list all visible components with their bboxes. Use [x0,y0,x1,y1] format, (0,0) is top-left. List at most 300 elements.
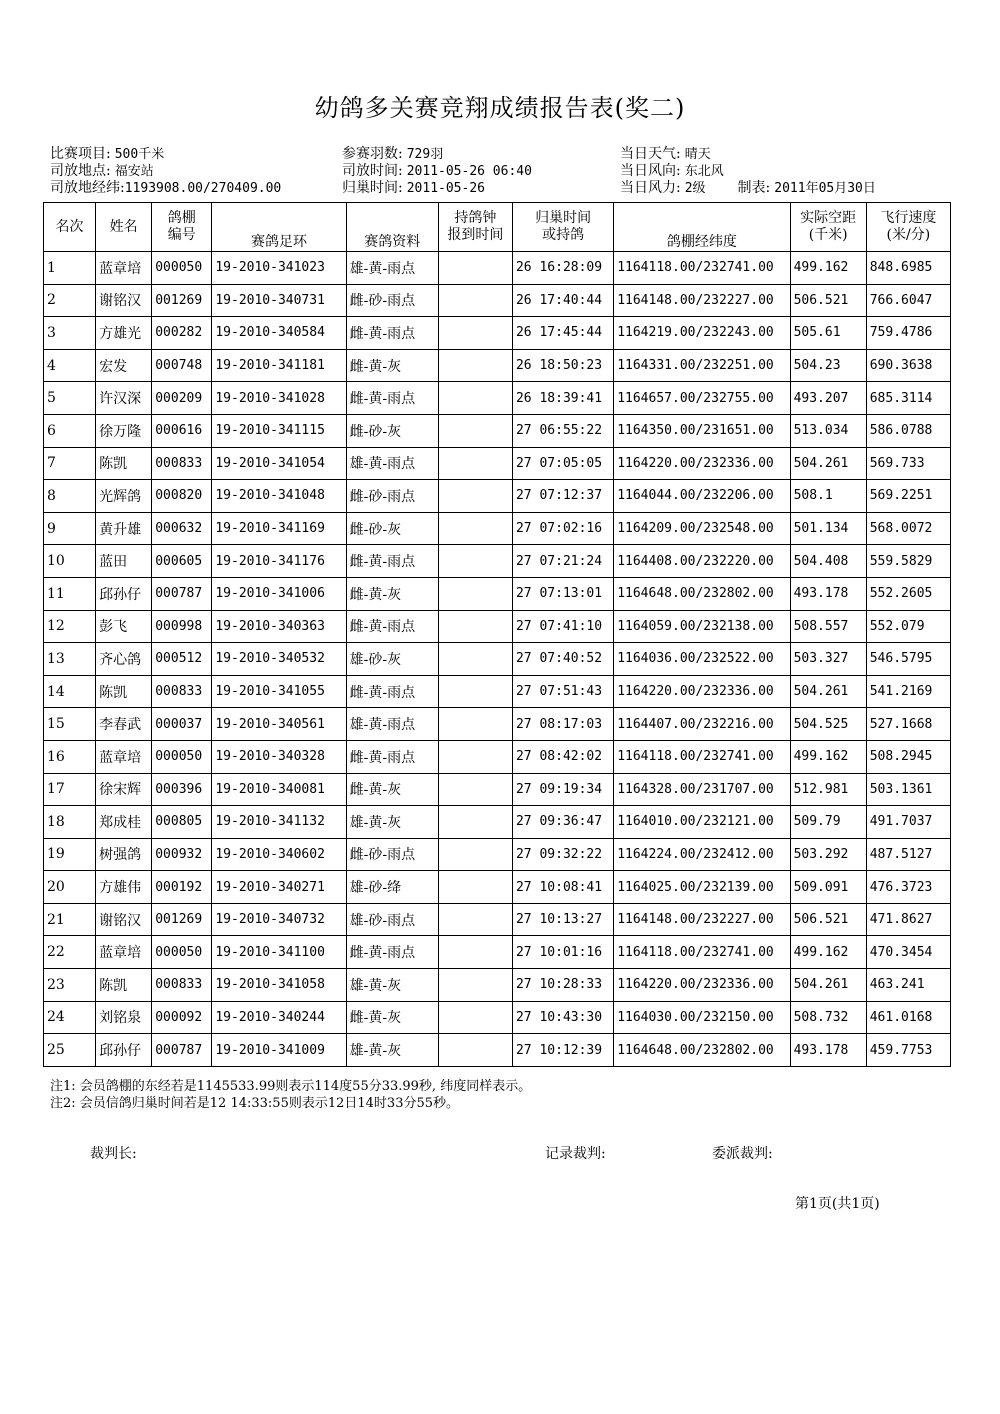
cell-clock-report-time [438,414,512,447]
cell-clock-report-time [438,643,512,676]
cell-ring-number: 19-2010-340271 [212,871,346,904]
cell-distance: 509.091 [790,871,866,904]
cell-pigeon-info: 雌-黄-雨点 [346,675,438,708]
cell-name: 徐万隆 [96,414,152,447]
cell-ring-number: 19-2010-340561 [212,708,346,741]
cell-rank: 22 [44,936,96,969]
cell-clock-report-time [438,806,512,839]
cell-rank: 24 [44,1001,96,1034]
cell-speed: 690.3638 [866,349,950,382]
cell-loft-coordinates: 1164118.00/232741.00 [614,936,790,969]
cell-clock-report-time [438,871,512,904]
header-line: 或持鸽 [542,227,585,243]
cell-loft-coordinates: 1164118.00/232741.00 [614,252,790,285]
cell-clock-report-time [438,447,512,480]
page-number: 第1页(共1页) [795,1196,880,1212]
cell-rank: 12 [44,610,96,643]
info-label: 当日风向: [620,163,681,179]
info-value: 1193908.00/270409.00 [124,181,282,196]
cell-distance: 504.23 [790,349,866,382]
cell-pigeon-info: 雄-黄-雨点 [346,447,438,480]
cell-loft-coordinates: 1164148.00/232227.00 [614,284,790,317]
table-row [44,610,951,643]
cell-pigeon-info: 雌-黄-雨点 [346,382,438,415]
report-title: 幼鸽多关赛竞翔成绩报告表(奖二) [314,94,686,122]
header-ring-number [212,203,346,252]
cell-loft-coordinates: 1164407.00/232216.00 [614,708,790,741]
cell-ring-number: 19-2010-341115 [212,414,346,447]
cell-loft-id: 000932 [152,838,212,871]
cell-loft-id: 000050 [152,740,212,773]
cell-rank: 23 [44,969,96,1002]
cell-loft-id: 000282 [152,317,212,350]
cell-clock-report-time [438,317,512,350]
header-loft-id [152,203,212,252]
table-row [44,512,951,545]
cell-loft-id: 000833 [152,675,212,708]
cell-clock-report-time [438,349,512,382]
header-distance [790,203,866,252]
cell-pigeon-info: 雌-黄-雨点 [346,740,438,773]
info-value: 晴天 [684,147,711,162]
header-line: 鸽棚经纬度 [666,234,737,250]
cell-name: 蓝章培 [96,252,152,285]
cell-arrival-time: 27 07:12:37 [512,480,613,513]
table-row [44,936,951,969]
cell-name: 徐宋辉 [96,773,152,806]
cell-pigeon-info: 雄-黄-雨点 [346,708,438,741]
cell-clock-report-time [438,577,512,610]
cell-loft-coordinates: 1164220.00/232336.00 [614,969,790,1002]
header-line: 姓名 [109,218,138,235]
cell-name: 黄升雄 [96,512,152,545]
cell-rank: 18 [44,806,96,839]
table-body [44,252,951,1067]
cell-pigeon-info: 雄-砂-灰 [346,643,438,676]
cell-loft-id: 000050 [152,252,212,285]
cell-arrival-time: 27 07:40:52 [512,643,613,676]
cell-clock-report-time [438,1034,512,1067]
table-row [44,675,951,708]
info-column-1 [50,146,281,197]
cell-rank: 25 [44,1034,96,1067]
cell-speed: 527.1668 [866,708,950,741]
cell-loft-coordinates: 1164657.00/232755.00 [614,382,790,415]
cell-name: 蓝章培 [96,740,152,773]
cell-speed: 848.6985 [866,252,950,285]
cell-distance: 493.178 [790,577,866,610]
cell-clock-report-time [438,1001,512,1034]
info-label: 司放地经纬: [50,180,125,196]
cell-pigeon-info: 雌-黄-雨点 [346,545,438,578]
cell-loft-coordinates: 1164328.00/231707.00 [614,773,790,806]
info-value: 2011-05-26 [406,181,485,196]
cell-distance: 503.292 [790,838,866,871]
cell-speed: 463.241 [866,969,950,1002]
cell-loft-coordinates: 1164118.00/232741.00 [614,740,790,773]
cell-distance: 512.981 [790,773,866,806]
cell-clock-report-time [438,740,512,773]
cell-speed: 569.2251 [866,480,950,513]
cell-distance: 499.162 [790,936,866,969]
cell-ring-number: 19-2010-341169 [212,512,346,545]
info-column-3 [620,146,876,197]
cell-distance: 508.557 [790,610,866,643]
info-value: 2级 [684,181,706,196]
table-row [44,1034,951,1067]
cell-rank: 4 [44,349,96,382]
cell-name: 齐心鸽 [96,643,152,676]
cell-pigeon-info: 雌-砂-雨点 [346,838,438,871]
table-row [44,447,951,480]
table-row [44,969,951,1002]
header-arrival-time [512,203,613,252]
cell-loft-coordinates: 1164331.00/232251.00 [614,349,790,382]
cell-ring-number: 19-2010-341006 [212,577,346,610]
cell-pigeon-info: 雄-黄-雨点 [346,252,438,285]
cell-loft-id: 000820 [152,480,212,513]
cell-rank: 17 [44,773,96,806]
info-label: 当日风力: [620,180,681,196]
cell-name: 刘铭泉 [96,1001,152,1034]
cell-speed: 546.5795 [866,643,950,676]
cell-ring-number: 19-2010-341058 [212,969,346,1002]
cell-arrival-time: 26 18:50:23 [512,349,613,382]
cell-ring-number: 19-2010-340244 [212,1001,346,1034]
cell-distance: 504.261 [790,969,866,1002]
cell-arrival-time: 27 07:13:01 [512,577,613,610]
cell-distance: 508.1 [790,480,866,513]
cell-distance: 493.178 [790,1034,866,1067]
cell-speed: 476.3723 [866,871,950,904]
cell-clock-report-time [438,545,512,578]
cell-arrival-time: 27 09:36:47 [512,806,613,839]
cell-pigeon-info: 雌-黄-灰 [346,1001,438,1034]
cell-distance: 501.134 [790,512,866,545]
header-clock-report-time [438,203,512,252]
cell-ring-number: 19-2010-340602 [212,838,346,871]
cell-speed: 491.7037 [866,806,950,839]
cell-loft-id: 000616 [152,414,212,447]
cell-speed: 461.0168 [866,1001,950,1034]
cell-rank: 10 [44,545,96,578]
table-row [44,577,951,610]
cell-loft-coordinates: 1164148.00/232227.00 [614,903,790,936]
cell-rank: 15 [44,708,96,741]
appointed-judge-label: 委派裁判: [712,1146,773,1162]
header-line: 赛鸽资料 [364,234,421,250]
cell-loft-id: 000605 [152,545,212,578]
header-line: (千米) [808,227,848,243]
cell-arrival-time: 27 08:42:02 [512,740,613,773]
cell-speed: 568.0072 [866,512,950,545]
cell-loft-id: 000805 [152,806,212,839]
cell-rank: 9 [44,512,96,545]
results-table [43,202,951,1067]
cell-name: 陈凯 [96,447,152,480]
cell-name: 方雄伟 [96,871,152,904]
cell-clock-report-time [438,252,512,285]
header-line: (米/分) [886,227,931,243]
cell-rank: 2 [44,284,96,317]
cell-pigeon-info: 雄-黄-灰 [346,806,438,839]
table-row [44,708,951,741]
table-row [44,284,951,317]
cell-name: 邱孙仔 [96,577,152,610]
header-line: 赛鸽足环 [250,234,307,250]
cell-speed: 470.3454 [866,936,950,969]
header-rank [44,203,96,252]
cell-ring-number: 19-2010-340363 [212,610,346,643]
cell-loft-coordinates: 1164010.00/232121.00 [614,806,790,839]
cell-loft-id: 000998 [152,610,212,643]
cell-pigeon-info: 雌-黄-灰 [346,349,438,382]
cell-loft-coordinates: 1164044.00/232206.00 [614,480,790,513]
cell-loft-coordinates: 1164030.00/232150.00 [614,1001,790,1034]
cell-clock-report-time [438,969,512,1002]
header-line: 实际空距 [800,210,857,226]
cell-rank: 1 [44,252,96,285]
cell-rank: 7 [44,447,96,480]
cell-ring-number: 19-2010-341009 [212,1034,346,1067]
cell-loft-id: 000050 [152,936,212,969]
cell-ring-number: 19-2010-340731 [212,284,346,317]
cell-rank: 6 [44,414,96,447]
cell-rank: 14 [44,675,96,708]
cell-distance: 499.162 [790,740,866,773]
cell-loft-id: 000396 [152,773,212,806]
cell-name: 李春武 [96,708,152,741]
cell-distance: 505.61 [790,317,866,350]
table-row [44,480,951,513]
info-row [620,163,876,180]
cell-loft-coordinates: 1164350.00/231651.00 [614,414,790,447]
cell-clock-report-time [438,284,512,317]
cell-pigeon-info: 雌-黄-灰 [346,773,438,806]
cell-name: 彭飞 [96,610,152,643]
cell-name: 谢铭汉 [96,284,152,317]
cell-name: 光辉鸽 [96,480,152,513]
cell-name: 邱孙仔 [96,1034,152,1067]
cell-speed: 559.5829 [866,545,950,578]
cell-pigeon-info: 雌-黄-灰 [346,577,438,610]
cell-name: 树强鸽 [96,838,152,871]
maker-date: 2011年05月30日 [774,181,876,196]
info-value: 2011-05-26 06:40 [406,164,532,179]
cell-pigeon-info: 雌-黄-雨点 [346,610,438,643]
table-row [44,252,951,285]
cell-pigeon-info: 雄-黄-灰 [346,969,438,1002]
cell-pigeon-info: 雌-砂-灰 [346,414,438,447]
cell-arrival-time: 26 16:28:09 [512,252,613,285]
info-row [342,180,532,197]
table-row [44,382,951,415]
cell-speed: 508.2945 [866,740,950,773]
cell-name: 蓝章培 [96,936,152,969]
chief-judge-label: 裁判长: [90,1146,137,1162]
info-column-2 [342,146,532,197]
cell-pigeon-info: 雌-砂-雨点 [346,480,438,513]
cell-loft-coordinates: 1164408.00/232220.00 [614,545,790,578]
table-row [44,545,951,578]
info-row [620,146,876,163]
cell-loft-coordinates: 1164036.00/232522.00 [614,643,790,676]
cell-distance: 504.261 [790,447,866,480]
cell-distance: 513.034 [790,414,866,447]
cell-pigeon-info: 雌-砂-灰 [346,512,438,545]
cell-loft-id: 000192 [152,871,212,904]
cell-ring-number: 19-2010-341181 [212,349,346,382]
table-row [44,871,951,904]
cell-loft-id: 000833 [152,969,212,1002]
cell-arrival-time: 27 06:55:22 [512,414,613,447]
cell-rank: 20 [44,871,96,904]
info-row [342,146,532,163]
table-row [44,838,951,871]
cell-speed: 759.4786 [866,317,950,350]
notes [50,1078,531,1112]
table-header-row [44,203,951,252]
cell-loft-id: 000037 [152,708,212,741]
info-label: 司放时间: [342,163,403,179]
cell-arrival-time: 27 07:21:24 [512,545,613,578]
info-row [620,180,876,197]
table-row [44,317,951,350]
cell-speed: 541.2169 [866,675,950,708]
cell-arrival-time: 27 07:51:43 [512,675,613,708]
note-2: 注2: 会员信鸽归巢时间若是12 14:33:55则表示12日14时33分55秒。 [50,1096,460,1111]
cell-ring-number: 19-2010-341048 [212,480,346,513]
cell-clock-report-time [438,773,512,806]
cell-speed: 569.733 [866,447,950,480]
cell-distance: 504.261 [790,675,866,708]
cell-ring-number: 19-2010-341028 [212,382,346,415]
table-row [44,903,951,936]
cell-name: 陈凯 [96,675,152,708]
cell-loft-coordinates: 1164209.00/232548.00 [614,512,790,545]
cell-speed: 487.5127 [866,838,950,871]
maker-label: 制表: [737,180,771,196]
cell-pigeon-info: 雄-砂-绛 [346,871,438,904]
cell-loft-id: 001269 [152,284,212,317]
cell-clock-report-time [438,382,512,415]
cell-pigeon-info: 雄-黄-灰 [346,1034,438,1067]
cell-loft-coordinates: 1164648.00/232802.00 [614,1034,790,1067]
cell-name: 郑成桂 [96,806,152,839]
info-value: 729羽 [406,147,444,162]
cell-ring-number: 19-2010-341100 [212,936,346,969]
cell-arrival-time: 27 08:17:03 [512,708,613,741]
info-row [50,180,281,197]
info-row [342,163,532,180]
cell-rank: 3 [44,317,96,350]
header-line: 归巢时间 [535,210,592,226]
cell-loft-id: 000787 [152,577,212,610]
cell-distance: 506.521 [790,284,866,317]
cell-ring-number: 19-2010-340584 [212,317,346,350]
table-row [44,806,951,839]
cell-arrival-time: 27 10:12:39 [512,1034,613,1067]
cell-ring-number: 19-2010-341054 [212,447,346,480]
info-value: 福安站 [114,164,154,179]
cell-distance: 499.162 [790,252,866,285]
cell-speed: 552.2605 [866,577,950,610]
info-label: 参赛羽数: [342,146,403,162]
cell-rank: 16 [44,740,96,773]
cell-arrival-time: 26 17:40:44 [512,284,613,317]
cell-loft-id: 001269 [152,903,212,936]
header-pigeon-info [346,203,438,252]
cell-arrival-time: 27 07:05:05 [512,447,613,480]
table-row [44,414,951,447]
cell-ring-number: 19-2010-340532 [212,643,346,676]
cell-clock-report-time [438,480,512,513]
cell-loft-id: 000209 [152,382,212,415]
cell-distance: 504.408 [790,545,866,578]
cell-pigeon-info: 雌-黄-雨点 [346,317,438,350]
header-speed [866,203,950,252]
cell-distance: 504.525 [790,708,866,741]
cell-loft-id: 000787 [152,1034,212,1067]
cell-rank: 11 [44,577,96,610]
cell-loft-id: 000632 [152,512,212,545]
cell-ring-number: 19-2010-340081 [212,773,346,806]
cell-arrival-time: 27 10:28:33 [512,969,613,1002]
cell-speed: 459.7753 [866,1034,950,1067]
table-row [44,773,951,806]
cell-speed: 471.8627 [866,903,950,936]
header-line: 飞行速度 [880,210,937,226]
cell-name: 蓝田 [96,545,152,578]
cell-pigeon-info: 雌-砂-雨点 [346,284,438,317]
info-value: 东北风 [684,164,724,179]
cell-speed: 766.6047 [866,284,950,317]
cell-clock-report-time [438,903,512,936]
cell-rank: 8 [44,480,96,513]
cell-arrival-time: 27 09:32:22 [512,838,613,871]
header-line: 名次 [55,218,84,235]
info-value: 500千米 [114,147,165,162]
cell-clock-report-time [438,838,512,871]
cell-ring-number: 19-2010-341023 [212,252,346,285]
cell-clock-report-time [438,675,512,708]
cell-clock-report-time [438,936,512,969]
cell-loft-id: 000748 [152,349,212,382]
cell-speed: 503.1361 [866,773,950,806]
cell-rank: 5 [44,382,96,415]
cell-arrival-time: 27 10:01:16 [512,936,613,969]
cell-arrival-time: 26 17:45:44 [512,317,613,350]
cell-rank: 13 [44,643,96,676]
cell-loft-coordinates: 1164224.00/232412.00 [614,838,790,871]
header-line: 编号 [167,227,196,243]
recorder-judge-label: 记录裁判: [545,1146,606,1162]
cell-loft-coordinates: 1164220.00/232336.00 [614,447,790,480]
cell-clock-report-time [438,512,512,545]
cell-clock-report-time [438,610,512,643]
cell-distance: 509.79 [790,806,866,839]
cell-distance: 506.521 [790,903,866,936]
cell-loft-coordinates: 1164025.00/232139.00 [614,871,790,904]
header-name [96,203,152,252]
cell-name: 陈凯 [96,969,152,1002]
header-line: 报到时间 [447,227,504,243]
table-row [44,349,951,382]
info-row [50,163,281,180]
header-line: 鸽棚 [167,210,196,226]
cell-loft-id: 000512 [152,643,212,676]
cell-distance: 503.327 [790,643,866,676]
